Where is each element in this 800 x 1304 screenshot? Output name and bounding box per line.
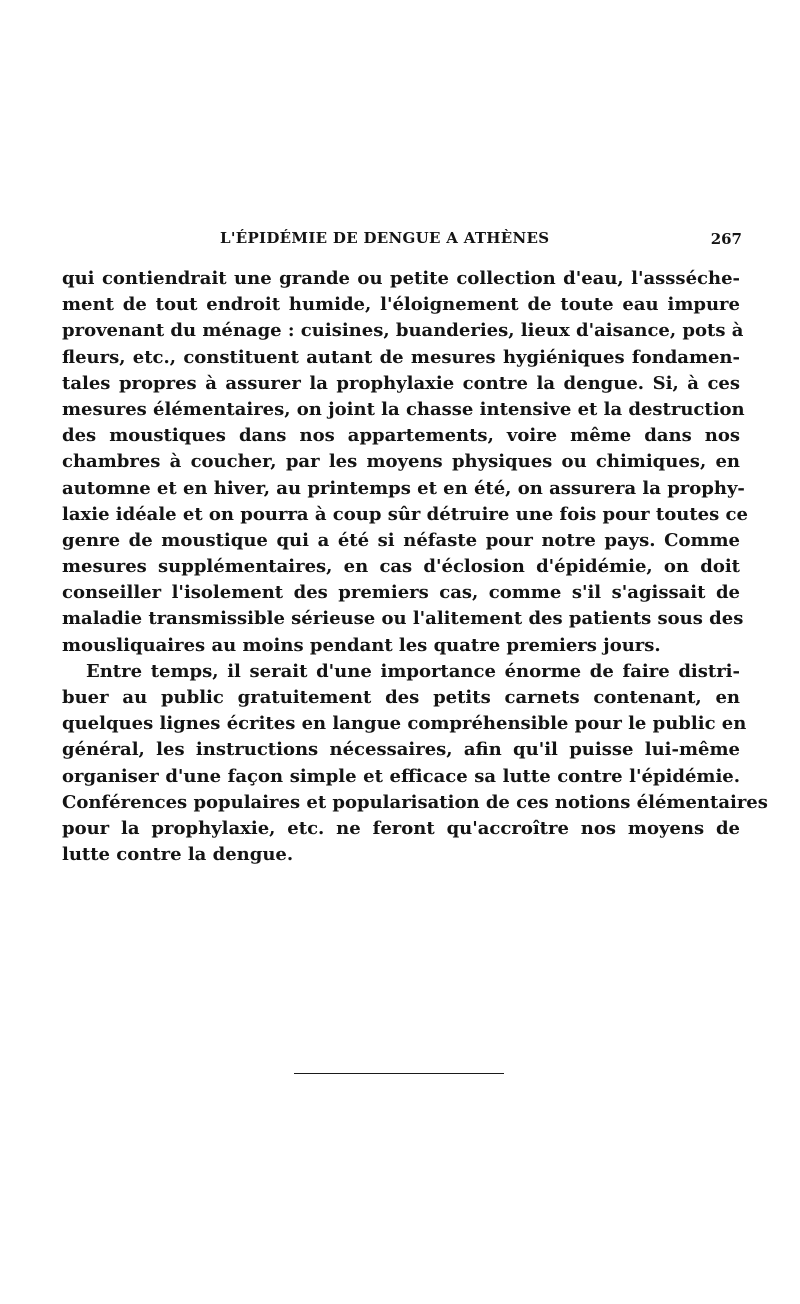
text-line: mousliquaires au moins pendant les quatre premiers jours. — [62, 634, 661, 656]
text-line: qui contiendrait une grande ou petite collection d'eau, l'assséche- — [62, 268, 740, 289]
running-head — [60, 225, 742, 255]
text-line: quelques lignes écrites en langue compréhensible pour le public en — [62, 713, 747, 735]
text-line: laxie idéale et on pourra à coup sûr détruire une fois pour toutes ce — [62, 503, 748, 525]
text-line: provenant du ménage : cuisines, buanderies, lieux d'aisance, pots à — [62, 320, 744, 342]
text-line: lutte contre la dengue. — [62, 844, 294, 866]
text-line: conseiller l'isolement des premiers cas, comme s'il s'agissait de — [62, 582, 740, 604]
text-line: mesures supplémentaires, en cas d'éclosion d'épidémie, on doit — [62, 556, 740, 578]
text-line: ment de tout endroit humide, l'éloignement de toute eau impure — [62, 294, 740, 316]
body-text — [62, 266, 768, 868]
text-line: Entre temps, il serait d'une importance énorme de faire distri- — [86, 660, 740, 682]
section-end-rule — [294, 1073, 504, 1074]
page-number: 267 — [710, 230, 742, 248]
text-line: genre de moustique qui a été si néfaste pour notre pays. Comme — [62, 529, 740, 551]
text-line: général, les instructions nécessaires, afin qu'il puisse lui-même — [62, 739, 740, 761]
text-line: Conférences populaires et popularisation de ces notions élémentaires — [62, 791, 768, 813]
text-line: chambres à coucher, par les moyens physiques ou chimiques, en — [62, 451, 740, 473]
text-line: maladie transmissible sérieuse ou l'alitement des patients sous des — [62, 608, 744, 630]
text-line: mesures élémentaires, on joint la chasse intensive et la destruction — [62, 398, 745, 420]
text-line: des moustiques dans nos appartements, voire même dans nos — [62, 425, 740, 447]
text-line: tales propres à assurer la prophylaxie contre la dengue. Si, à ces — [62, 372, 740, 394]
text-line: pour la prophylaxie, etc. ne feront qu'accroître nos moyens de — [62, 817, 740, 839]
text-line: automne et en hiver, au printemps et en été, on assurera la prophy- — [62, 477, 745, 499]
text-line: organiser d'une façon simple et efficace sa lutte contre l'épidémie. — [62, 765, 740, 787]
text-line: fleurs, etc., constituent autant de mesures hygiéniques fondamen- — [62, 346, 740, 368]
running-title: L'ÉPIDÉMIE DE DENGUE A ATHÈNES — [220, 229, 550, 247]
text-line: buer au public gratuitement des petits carnets contenant, en — [62, 687, 740, 708]
